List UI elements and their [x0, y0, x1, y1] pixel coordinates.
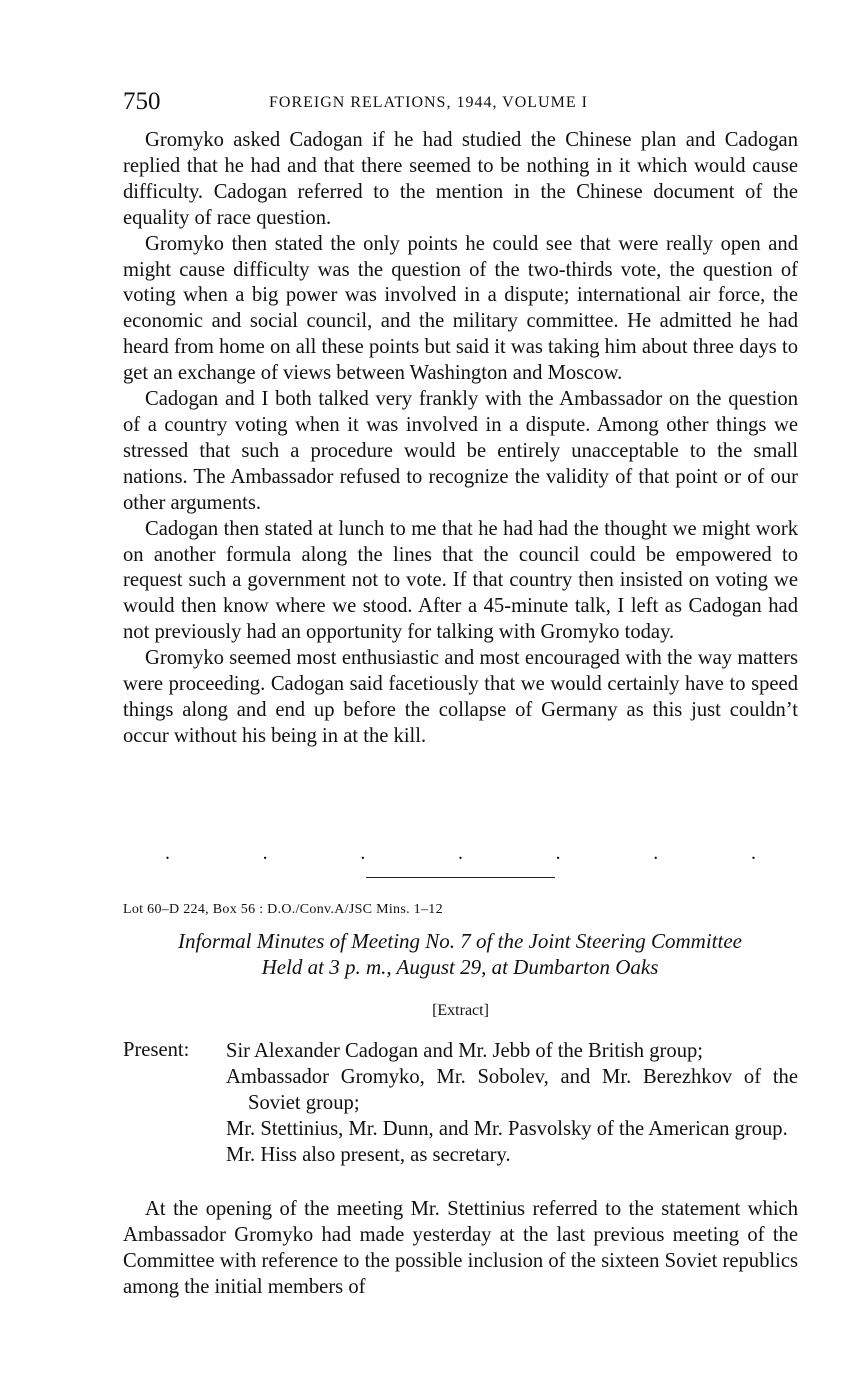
ellipsis-dot: . — [165, 842, 170, 864]
running-title: FOREIGN RELATIONS, 1944, VOLUME I — [269, 94, 588, 111]
attendee-entry: Ambassador Gromyko, Mr. Sobolev, and Mr. Berezhkov of the Soviet group; — [226, 1065, 798, 1114]
ellipsis-dot: . — [653, 842, 659, 864]
paragraph: At the opening of the meeting Mr. Stettinius referred to the statement which Ambassador Gromyko had made yesterday at the last previous meeting of the Committee with reference to the possible inclusion of the sixteen Soviet republics among the initial members of — [123, 1198, 798, 1298]
section-divider — [366, 877, 555, 878]
attendee-entry: Sir Alexander Cadogan and Mr. Jebb of the British group; — [226, 1040, 704, 1062]
ellipsis-dot: . — [457, 842, 463, 864]
page-number: 750 — [123, 88, 161, 115]
document-title — [110, 928, 810, 980]
present-label: Present: — [123, 1039, 190, 1061]
paragraph: Cadogan and I both talked very frankly with the Ambassador on the question of a country voting when it was involved in a dispute. Among other things we stressed that such a procedure would be entirely unacceptable to the small nations. The Ambassador refused to recognize the validity of that point or of our other arguments. — [123, 388, 798, 514]
ellipsis-dot: . — [555, 842, 561, 864]
source-reference: Lot 60–D 224, Box 56 : D.O./Conv.A/JSC Mins. 1–12 — [123, 902, 443, 917]
closing-text — [123, 1197, 798, 1301]
document-title-line: Held at 3 p. m., August 29, at Dumbarton Oaks — [261, 955, 659, 979]
ellipsis-separator — [123, 842, 798, 865]
ellipsis-dot: . — [750, 842, 756, 864]
page-header — [123, 88, 798, 118]
ellipsis-dot: . — [360, 842, 366, 864]
paragraph: Gromyko seemed most enthusiastic and most encouraged with the way matters were proceeding. Cadogan said facetiously that we would certainly have to speed things along and end up before the collapse of Germany as this just couldn’t occur without his being in at the kill. — [123, 647, 798, 747]
body-text — [123, 128, 798, 750]
extract-label: [Extract] — [432, 1002, 489, 1019]
paragraph: Gromyko then stated the only points he could see that were really open and might cause difficulty was the question of the two-thirds vote, the question of voting when a big power was involved in a dispute; international air force, the economic and social council, and the military committee. He admitted he had heard from home on all these points but said it was taking him about three days to get an exchange of views between Washington and Moscow. — [123, 232, 798, 385]
document-title-line: Informal Minutes of Meeting No. 7 of the Joint Steering Committee — [178, 929, 742, 953]
paragraph: Cadogan then stated at lunch to me that he had had the thought we might work on another formula along the lines that the council could be empowered to request such a government not to vote. If that country then insisted on voting we would then know where we stood. After a 45-minute talk, I left as Cadogan had not previously had an opportunity for talking with Gromyko today. — [123, 517, 798, 644]
attendee-entry: Mr. Stettinius, Mr. Dunn, and Mr. Pasvolsky of the American group. — [226, 1117, 788, 1140]
paragraph: Gromyko asked Cadogan if he had studied the Chinese plan and Cadogan replied that he had and that there seemed to be nothing in it which would cause difficulty. Cadogan referred to the mention in the Chinese document of the equality of race question. — [123, 129, 798, 229]
ellipsis-dot: . — [262, 842, 268, 864]
attendee-list — [226, 1039, 798, 1169]
attendee-entry: Mr. Hiss also present, as secretary. — [226, 1143, 511, 1166]
